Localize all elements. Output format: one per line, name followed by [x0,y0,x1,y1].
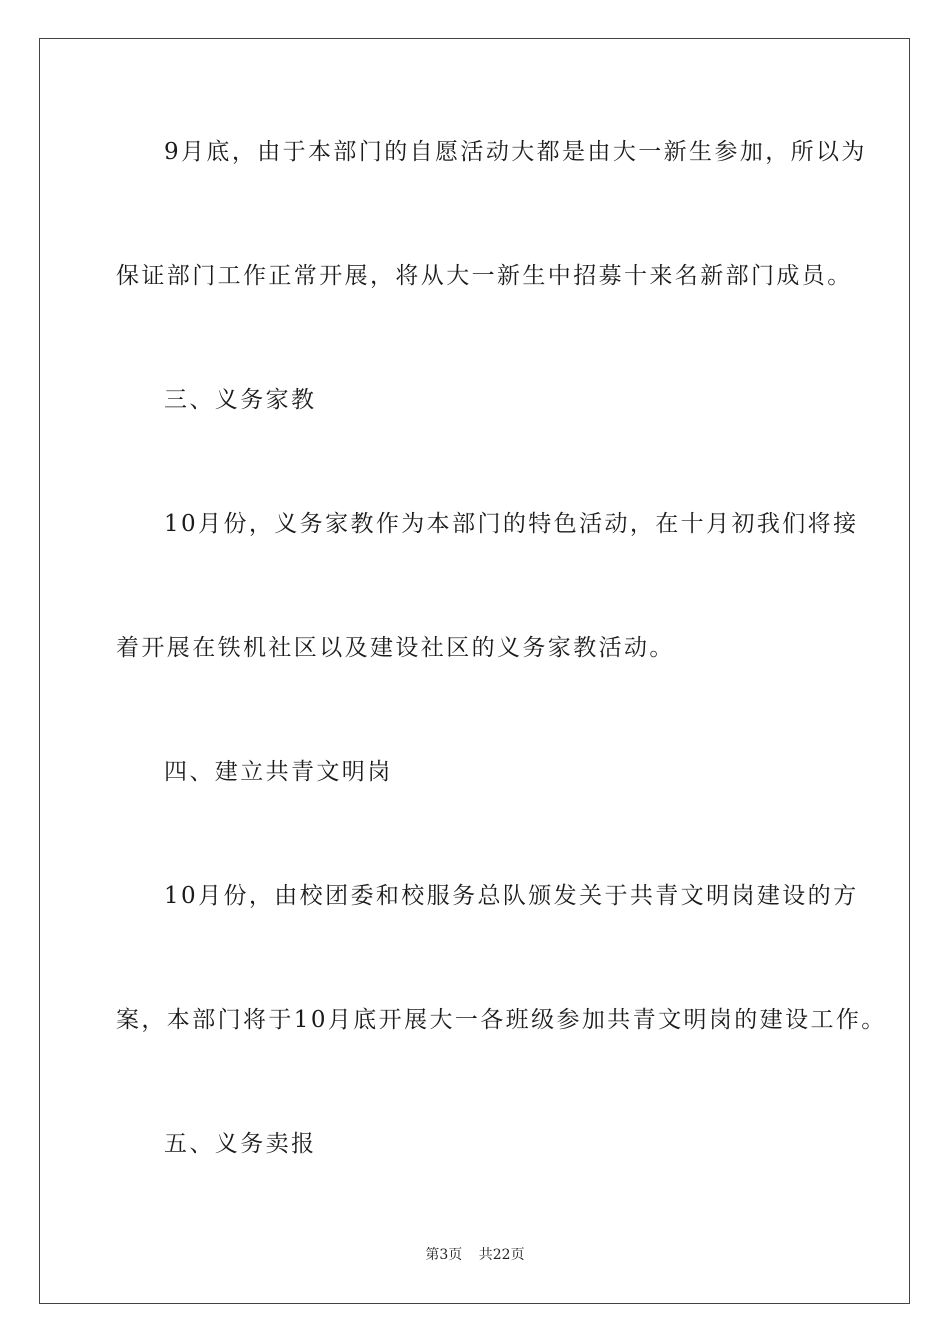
section-heading: 三、义务家教 [164,387,317,413]
paragraph-line: 10月份，由校团委和校服务总队颁发关于共青文明岗建设的方 [164,883,859,909]
page-total: 共22页 [478,1247,525,1263]
paragraph-line: 保证部门工作正常开展，将从大一新生中招募十来名新部门成员。 [116,263,853,289]
paragraph-line: 案，本部门将于10月底开展大一各班级参加共青文明岗的建设工作。 [116,1007,887,1033]
page-number: 第3页 [425,1247,463,1263]
page-footer [0,1246,950,1264]
paragraph-line: 9月底，由于本部门的自愿活动大都是由大一新生参加，所以为 [164,139,867,165]
section-heading: 四、建立共青文明岗 [164,759,393,785]
section-heading: 五、义务卖报 [164,1131,317,1157]
paragraph-line: 10月份，义务家教作为本部门的特色活动，在十月初我们将接 [164,511,859,537]
page-border [39,38,910,1304]
paragraph-line: 着开展在铁机社区以及建设社区的义务家教活动。 [116,635,675,661]
